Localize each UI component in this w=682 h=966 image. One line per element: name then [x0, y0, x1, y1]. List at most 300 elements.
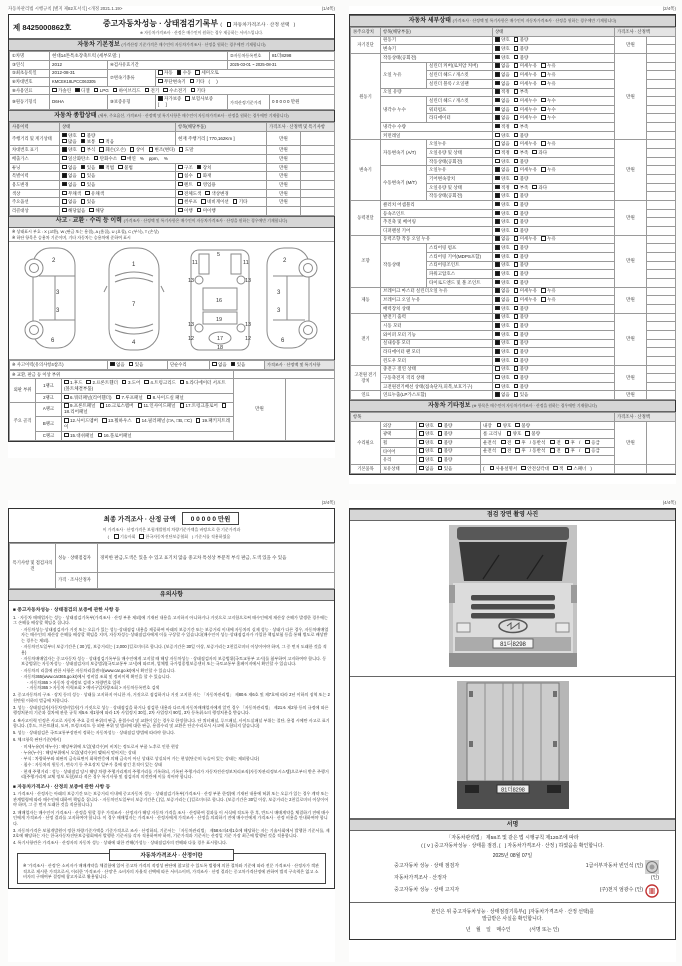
checkbox[interactable]	[495, 167, 500, 172]
checkbox-label: 양호	[501, 271, 510, 277]
checkbox[interactable]	[541, 63, 546, 68]
checkbox[interactable]	[118, 165, 123, 170]
checkbox[interactable]	[180, 380, 185, 385]
checkbox-label: LPG	[99, 87, 109, 93]
checkbox[interactable]	[419, 431, 424, 436]
checkbox[interactable]	[495, 72, 500, 77]
checkbox[interactable]	[495, 280, 500, 285]
svg-text:3: 3	[277, 290, 281, 297]
checkbox[interactable]	[438, 448, 443, 453]
checkbox[interactable]	[114, 534, 119, 539]
checkbox[interactable]	[62, 139, 67, 144]
checkbox[interactable]	[94, 156, 99, 161]
checkbox[interactable]	[62, 133, 67, 138]
checkbox[interactable]	[64, 403, 69, 408]
notice-line: - 자동차365 > 자동차 상세정보 검색 > 차량번호 입력	[27, 679, 121, 685]
checkbox[interactable]	[197, 208, 202, 213]
checkbox-label: 없음	[501, 72, 510, 77]
checkbox[interactable]	[514, 167, 519, 172]
checkbox[interactable]	[495, 133, 500, 138]
checkbox[interactable]	[149, 147, 154, 152]
checkbox[interactable]	[130, 147, 135, 152]
checkbox[interactable]	[495, 211, 500, 216]
checkbox[interactable]	[553, 466, 558, 471]
checkbox[interactable]	[495, 193, 500, 198]
checkbox[interactable]	[99, 139, 104, 144]
checkbox-label: 구조	[184, 164, 193, 170]
checkbox[interactable]	[541, 297, 546, 302]
checkbox[interactable]	[227, 22, 232, 27]
state-line	[62, 147, 264, 153]
checkbox[interactable]	[495, 323, 500, 328]
checkbox[interactable]	[495, 245, 500, 250]
checkbox-label: 없음	[501, 97, 510, 103]
page-3-header	[8, 500, 335, 506]
device-label: 전기	[351, 313, 381, 365]
checkbox[interactable]	[515, 423, 520, 428]
checkbox[interactable]	[514, 159, 519, 164]
checkbox[interactable]	[81, 199, 86, 204]
inspection-date: 2025년 08월 07일	[492, 853, 533, 860]
checkbox[interactable]	[85, 191, 90, 196]
checkbox[interactable]	[515, 440, 520, 445]
checkbox[interactable]	[495, 228, 500, 233]
checkbox-label: 불량	[519, 374, 529, 380]
checkbox[interactable]	[495, 340, 500, 345]
checkbox-label: 불량	[519, 331, 529, 337]
page-2-detailed-condition	[349, 6, 676, 484]
checkbox[interactable]	[178, 191, 183, 196]
checkbox[interactable]	[495, 98, 500, 103]
page-4-photos-and-signature	[349, 500, 676, 962]
checkbox[interactable]	[64, 418, 69, 423]
notes-cell	[647, 183, 676, 192]
item-label: 디퍼렌셜 기어	[381, 227, 493, 236]
checkbox[interactable]	[81, 182, 86, 187]
checkbox-label: 도말	[184, 147, 194, 153]
checkbox[interactable]	[62, 165, 67, 170]
checkbox[interactable]	[501, 448, 506, 453]
checkbox-label: 과다	[538, 149, 548, 155]
checkbox[interactable]	[495, 81, 500, 86]
checkbox[interactable]	[495, 185, 500, 190]
diagram-side-right	[267, 248, 317, 348]
checkbox[interactable]	[514, 124, 519, 129]
page-1-vehicle-info	[8, 6, 335, 458]
checkbox[interactable]	[231, 362, 236, 367]
checkbox[interactable]	[514, 384, 519, 389]
field-label: ③연식	[10, 60, 50, 69]
checkbox[interactable]	[541, 141, 546, 146]
checkbox[interactable]	[62, 156, 67, 161]
table-row	[10, 95, 335, 110]
checkbox-label: 없음	[68, 164, 77, 170]
checkbox[interactable]	[99, 147, 104, 152]
sub-item-label: 라디에이터	[427, 114, 493, 123]
checkbox[interactable]	[212, 362, 217, 367]
svg-text:16: 16	[216, 298, 223, 305]
etc-row	[351, 465, 676, 474]
state-cell	[493, 304, 615, 313]
checkbox[interactable]	[495, 55, 500, 60]
notice-line: - 자동차365 > 자동차 이력조회 > 예비구입차량조회 > 자동차등록번호 검색	[27, 685, 160, 691]
checkbox[interactable]	[64, 395, 69, 400]
checkbox[interactable]	[195, 70, 200, 75]
checkbox[interactable]	[62, 199, 67, 204]
checkbox[interactable]	[501, 440, 506, 445]
checkbox[interactable]	[94, 88, 99, 93]
checkbox-label: 불량	[531, 431, 541, 437]
checkbox[interactable]	[190, 79, 195, 84]
checkbox[interactable]	[514, 150, 519, 155]
checkbox[interactable]	[541, 98, 546, 103]
checkbox[interactable]	[514, 202, 519, 207]
item-group-label: 작동상태	[381, 244, 427, 287]
row-label: 색상	[10, 189, 60, 198]
checkbox[interactable]	[139, 534, 144, 539]
checkbox[interactable]	[514, 133, 519, 138]
checkbox[interactable]	[419, 423, 424, 428]
checkbox[interactable]	[495, 271, 500, 276]
checkbox[interactable]	[495, 46, 500, 51]
checkbox[interactable]	[180, 403, 185, 408]
checkbox[interactable]	[62, 147, 67, 152]
checkbox[interactable]	[158, 79, 163, 84]
checkbox[interactable]	[514, 392, 519, 397]
checkbox[interactable]	[113, 88, 118, 93]
checkbox[interactable]	[514, 349, 519, 354]
checkbox[interactable]	[495, 366, 500, 371]
checkbox[interactable]	[514, 323, 519, 328]
checkbox[interactable]	[514, 375, 519, 380]
checkbox[interactable]	[129, 362, 134, 367]
checkbox[interactable]	[178, 182, 183, 187]
checkbox[interactable]	[514, 219, 519, 224]
checkbox[interactable]	[197, 165, 202, 170]
table-row	[10, 78, 335, 87]
checkbox[interactable]	[98, 433, 103, 438]
checkbox[interactable]	[565, 448, 570, 453]
notes-cell	[647, 365, 676, 374]
checkbox[interactable]	[438, 423, 443, 428]
checkbox[interactable]	[438, 431, 443, 436]
title-block	[9, 15, 334, 39]
checkbox[interactable]	[185, 96, 190, 101]
rear-license-plate: 81더8298	[500, 787, 525, 794]
column-header: 사용이력	[10, 123, 60, 131]
checkbox[interactable]	[201, 199, 206, 204]
price-cell: 만원	[615, 36, 647, 53]
checkbox-label: 불량	[519, 271, 529, 277]
checkbox[interactable]	[81, 147, 86, 152]
checkbox[interactable]	[438, 466, 443, 471]
checkbox[interactable]	[514, 211, 519, 216]
state-cell	[493, 140, 615, 149]
checkbox[interactable]	[64, 380, 69, 385]
checkbox[interactable]	[178, 208, 183, 213]
checkbox[interactable]	[495, 124, 500, 129]
price-cell: 만원	[615, 421, 647, 464]
checkbox-label: 불량	[519, 262, 529, 268]
checkbox[interactable]	[52, 88, 57, 93]
checkbox[interactable]	[495, 254, 500, 259]
checkbox[interactable]	[495, 392, 500, 397]
item-label: 추진축 및 베어링	[381, 218, 493, 227]
checkbox[interactable]	[514, 72, 519, 77]
checkbox[interactable]	[514, 236, 519, 241]
state-cell	[60, 163, 176, 172]
state-line	[62, 191, 173, 197]
checkbox-label: 적정	[501, 123, 510, 129]
checkbox[interactable]	[514, 245, 519, 250]
checkbox[interactable]	[514, 340, 519, 345]
checkbox[interactable]	[495, 358, 500, 363]
checkbox[interactable]	[205, 191, 210, 196]
checkbox[interactable]	[514, 81, 519, 86]
checkbox[interactable]	[514, 280, 519, 285]
row-label: 주요옵션	[10, 198, 60, 207]
checkbox[interactable]	[86, 380, 91, 385]
price-note: 이 가격조사 · 산정가격은 보험개발원의 차량기준가액을 바탕으로 한 기준가격과	[102, 526, 241, 532]
checkbox[interactable]	[514, 176, 519, 181]
checkbox[interactable]	[495, 141, 500, 146]
field-label: ④검사유효기간	[108, 60, 228, 69]
checkbox[interactable]	[514, 262, 519, 267]
item-label: 브레이크 오일 누유	[381, 296, 493, 305]
checkbox[interactable]	[565, 440, 570, 445]
checkbox[interactable]	[64, 433, 69, 438]
checkbox[interactable]	[81, 173, 86, 178]
table-header-row	[351, 413, 676, 421]
checkbox[interactable]	[62, 182, 67, 187]
price-cell: 만원	[267, 198, 301, 207]
checkbox[interactable]	[158, 96, 163, 101]
checkbox[interactable]	[62, 191, 67, 196]
checkbox[interactable]	[514, 306, 519, 311]
checkbox[interactable]	[158, 70, 163, 75]
notes-cell	[647, 465, 676, 474]
checkbox[interactable]	[495, 159, 500, 164]
checkbox[interactable]	[495, 314, 500, 319]
checkbox[interactable]	[514, 107, 519, 112]
checkbox[interactable]	[541, 72, 546, 77]
inline-text: 내장	[483, 422, 492, 428]
notes-cell	[301, 146, 335, 155]
checkbox[interactable]	[585, 448, 590, 453]
checkbox[interactable]	[495, 306, 500, 311]
checkbox[interactable]	[438, 457, 443, 462]
checkbox[interactable]	[495, 150, 500, 155]
checkbox[interactable]	[110, 362, 115, 367]
checkbox[interactable]	[138, 403, 143, 408]
checkbox[interactable]	[419, 457, 424, 462]
checkbox[interactable]	[495, 384, 500, 389]
checkbox[interactable]	[495, 37, 500, 42]
item-label: 연료누출(LP가스포함)	[381, 391, 493, 400]
checkbox[interactable]	[178, 165, 183, 170]
checkbox[interactable]	[514, 366, 519, 371]
checkbox[interactable]	[495, 202, 500, 207]
checkbox[interactable]	[121, 156, 126, 161]
checkbox[interactable]	[419, 466, 424, 471]
summary-row	[10, 155, 335, 164]
checkbox[interactable]	[514, 271, 519, 276]
table-row	[10, 69, 335, 78]
exchange-label: ※ 교환, 판금 등 이상 부위	[10, 370, 234, 378]
checkbox[interactable]	[191, 88, 196, 93]
checkbox[interactable]	[514, 55, 519, 60]
checkbox[interactable]	[81, 133, 86, 138]
checkbox[interactable]	[495, 288, 500, 293]
checkbox[interactable]	[514, 185, 519, 190]
checkbox[interactable]	[222, 403, 227, 408]
checkbox-label: 변조(변타)	[154, 147, 175, 153]
table-row	[10, 370, 335, 378]
summary-row	[10, 189, 335, 198]
signer-row	[356, 884, 669, 898]
checkbox[interactable]	[514, 297, 519, 302]
item-cell	[176, 172, 267, 181]
checkbox[interactable]	[147, 395, 152, 400]
checkbox[interactable]	[514, 314, 519, 319]
checkbox[interactable]	[495, 236, 500, 241]
svg-text:4: 4	[132, 340, 136, 347]
checkbox[interactable]	[514, 46, 519, 51]
checkbox[interactable]	[541, 236, 546, 241]
checkbox[interactable]	[495, 349, 500, 354]
checkbox-label: 영업용	[202, 181, 216, 187]
checkbox[interactable]	[495, 262, 500, 267]
checkbox[interactable]	[532, 185, 537, 190]
checkbox[interactable]	[585, 440, 590, 445]
column-header: 가격조사 · 산정액	[615, 28, 676, 36]
checkbox[interactable]	[541, 81, 546, 86]
checkbox[interactable]	[495, 63, 500, 68]
checkbox[interactable]	[507, 431, 512, 436]
checkbox[interactable]	[514, 115, 519, 120]
checkbox[interactable]	[514, 193, 519, 198]
checkbox[interactable]	[495, 297, 500, 302]
checkbox[interactable]	[136, 418, 141, 423]
inline-text: )	[590, 465, 592, 471]
checkbox[interactable]	[497, 423, 502, 428]
checkbox[interactable]	[495, 107, 500, 112]
checkbox[interactable]	[144, 380, 149, 385]
checkbox[interactable]	[495, 332, 500, 337]
checkbox[interactable]	[532, 150, 537, 155]
checkbox[interactable]	[514, 37, 519, 42]
checkbox[interactable]	[495, 375, 500, 380]
checkbox[interactable]	[514, 358, 519, 363]
checkbox[interactable]	[438, 440, 443, 445]
checkbox[interactable]	[178, 173, 183, 178]
checkbox[interactable]	[178, 199, 183, 204]
checkbox[interactable]	[145, 88, 150, 93]
checkbox[interactable]	[116, 395, 121, 400]
checkbox-label: 하이브리드	[118, 87, 141, 93]
checkbox[interactable]	[197, 182, 202, 187]
checkbox[interactable]	[514, 89, 519, 94]
checkbox[interactable]	[550, 440, 555, 445]
checkbox[interactable]	[515, 448, 520, 453]
checkbox[interactable]	[177, 70, 182, 75]
checkbox[interactable]	[541, 115, 546, 120]
checkbox[interactable]	[514, 254, 519, 259]
checkbox[interactable]	[122, 380, 127, 385]
checkbox[interactable]	[514, 228, 519, 233]
checkbox-label: 썬루프	[184, 199, 198, 205]
checkbox[interactable]	[495, 115, 500, 120]
table-row	[10, 60, 335, 69]
signer-name-text: (인)	[650, 875, 659, 882]
price-cell: 만원	[267, 172, 301, 181]
checkbox[interactable]	[179, 147, 184, 152]
checkbox[interactable]	[75, 88, 80, 93]
checkbox-label: 양호	[425, 422, 434, 428]
checkbox-label: 양호	[425, 448, 434, 454]
checkbox[interactable]	[196, 418, 201, 423]
checkbox[interactable]	[541, 288, 546, 293]
checkbox-label: 불량	[519, 219, 529, 225]
checkbox[interactable]	[567, 466, 572, 471]
checkbox[interactable]	[514, 141, 519, 146]
checkbox-label: 훼손(오손)	[105, 147, 126, 153]
checkbox[interactable]	[521, 466, 526, 471]
sub-item-label: 실린더 블록 / 오일팬	[427, 79, 493, 88]
notes-cell	[301, 131, 335, 146]
checkbox[interactable]	[541, 107, 546, 112]
device-label: 연료	[351, 391, 381, 400]
state-cell	[493, 36, 615, 45]
table-header-row	[10, 123, 335, 131]
sub-item-label: 스티어링조인트	[427, 261, 493, 270]
checkbox[interactable]	[495, 89, 500, 94]
checkbox[interactable]	[102, 418, 107, 423]
checkbox[interactable]	[514, 98, 519, 103]
notes-cell	[286, 379, 335, 440]
checkbox[interactable]	[197, 173, 202, 178]
checkbox[interactable]	[100, 403, 105, 408]
checkbox[interactable]	[490, 466, 495, 471]
notes-cell	[647, 149, 676, 158]
etc-item-label: 유리	[381, 456, 417, 465]
checkbox[interactable]	[62, 173, 67, 178]
checkbox[interactable]	[541, 167, 546, 172]
checkbox[interactable]	[419, 440, 424, 445]
checkbox-label: 무단변속기	[164, 78, 186, 84]
checkbox[interactable]	[89, 208, 94, 213]
checkbox[interactable]	[81, 139, 86, 144]
inline-text: / 동반석	[529, 448, 546, 454]
checkbox[interactable]	[233, 199, 238, 204]
device-label: 동력전달	[351, 201, 381, 236]
checkbox[interactable]	[514, 288, 519, 293]
checkbox[interactable]	[495, 176, 500, 181]
checkbox[interactable]	[163, 88, 168, 93]
checkbox[interactable]	[514, 63, 519, 68]
state-cell	[493, 296, 615, 305]
checkbox[interactable]	[550, 448, 555, 453]
checkbox[interactable]	[525, 431, 530, 436]
checkbox[interactable]	[514, 332, 519, 337]
checkbox[interactable]	[99, 165, 104, 170]
checkbox[interactable]	[81, 165, 86, 170]
checkbox-label: 불량	[443, 448, 453, 454]
checkbox[interactable]	[62, 208, 67, 213]
checkbox-label: 불량	[519, 245, 529, 251]
checkbox[interactable]	[495, 219, 500, 224]
checkbox[interactable]	[419, 448, 424, 453]
